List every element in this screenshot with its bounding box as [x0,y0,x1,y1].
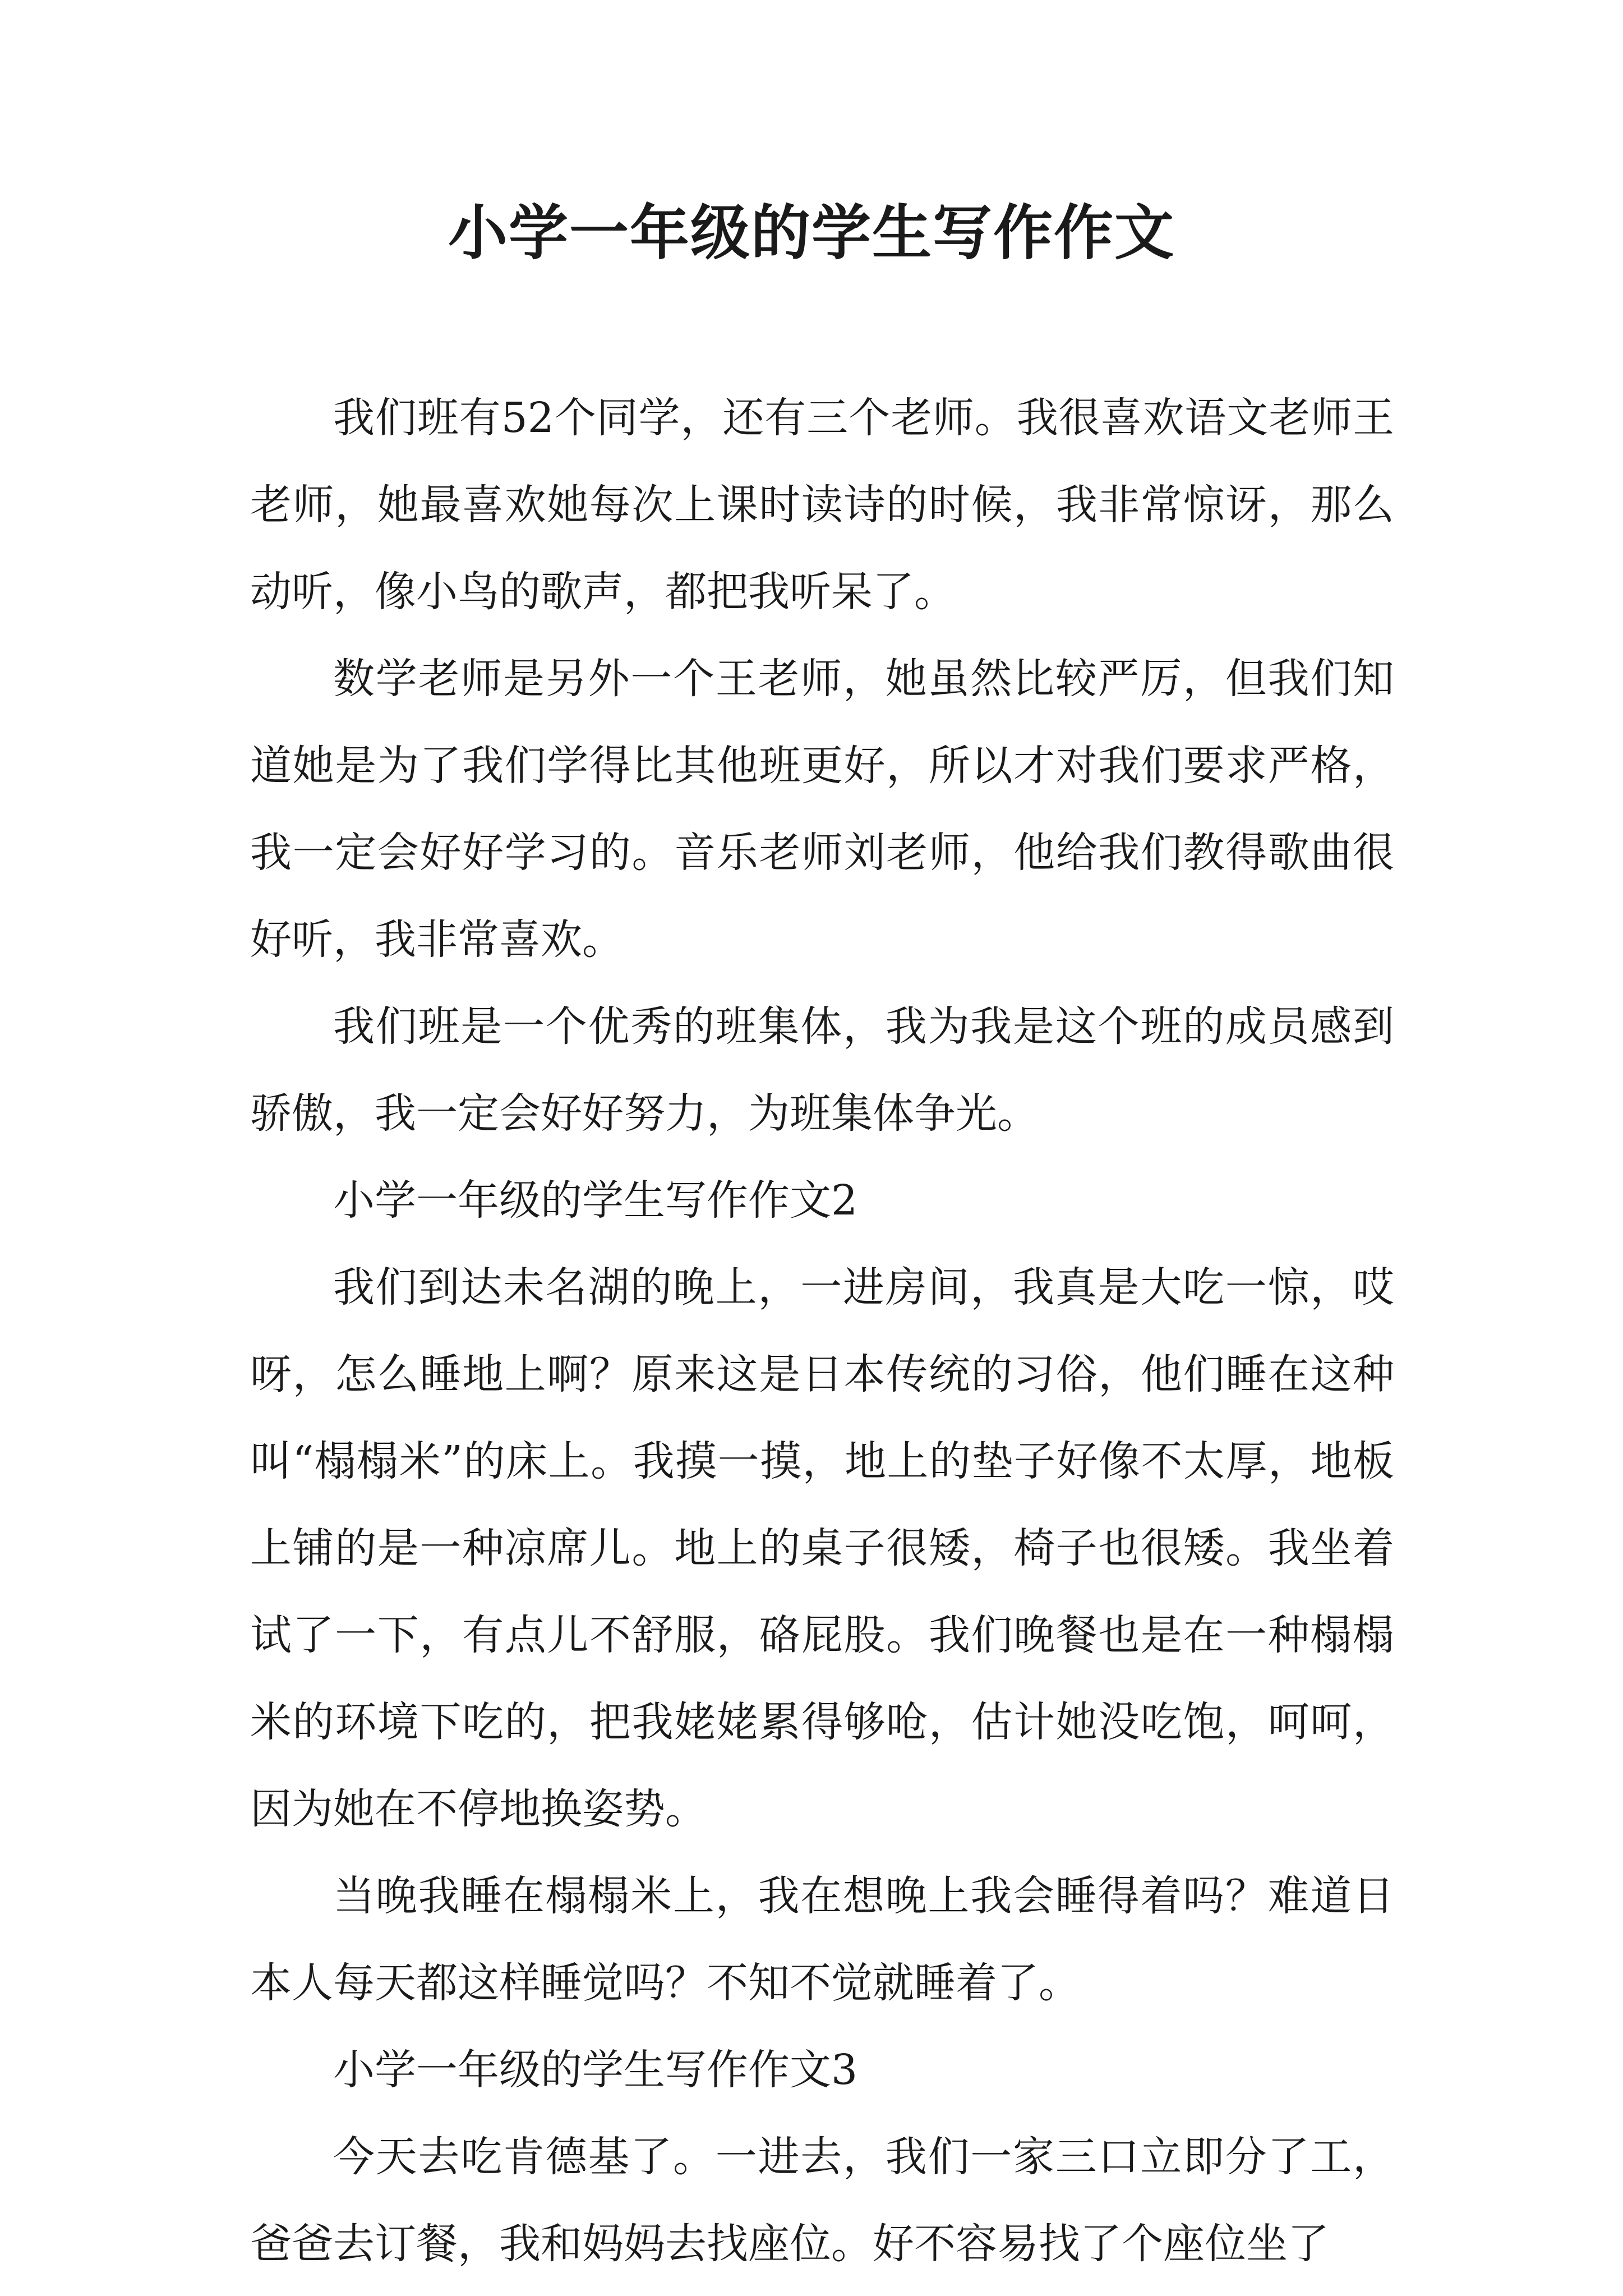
section-heading: 小学一年级的学生写作作文2 [333,1176,858,1225]
document-body [250,375,1394,2288]
document-title: 小学一年级的学生写作作文 [448,197,1175,268]
paragraph: 我们到达未名湖的晚上，一进房间，我真是大吃一惊，哎呀，怎么睡地上啊？原来这是日本传统的习俗，他们睡在这种叫“榻榻米”的床上。我摸一摸，地上的垫子好像不太厚，地板上铺的是一种凉席儿。地上的桌子很矮，椅子也很矮。我坐着试了一下，有点儿不舒服，硌屁股。我们晚餐也是在一种榻榻米的环境下吃的，把我姥姥累得够呛，估计她没吃饱，呵呵，因为她在不停地换姿势。 [250,1263,1394,1833]
paragraph: 我们班是一个优秀的班集体，我为我是这个班的成员感到骄傲，我一定会好好努力，为班集体争光。 [250,1002,1394,1138]
paragraph: 我们班有52个同学，还有三个老师。我很喜欢语文老师王老师，她最喜欢她每次上课时读诗的时候，我非常惊讶，那么动听，像小鸟的歌声，都把我听呆了。 [250,394,1394,616]
paragraph: 当晚我睡在榻榻米上，我在想晚上我会睡得着吗？难道日本人每天都这样睡觉吗？不知不觉就睡着了。 [250,1872,1394,2007]
paragraph: 今天去吃肯德基了。一进去，我们一家三口立即分了工，爸爸去订餐，我和妈妈去找座位。好不容易找了个座位坐了 [250,2133,1394,2268]
paragraph: 数学老师是另外一个王老师，她虽然比较严厉，但我们知道她是为了我们学得比其他班更好，所以才对我们要求严格，我一定会好好学习的。音乐老师刘老师，他给我们教得歌曲很好听，我非常喜欢。 [250,655,1394,964]
section-heading: 小学一年级的学生写作作文3 [333,2046,858,2094]
